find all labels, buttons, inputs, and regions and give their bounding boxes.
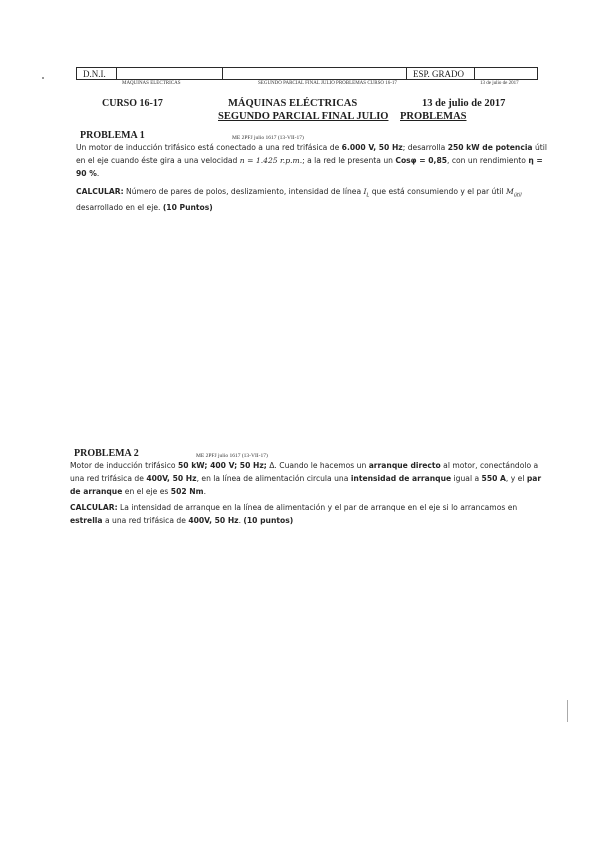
problem1-ref: ME 2PFJ julio 1617 (13-VII-17) bbox=[232, 135, 304, 141]
header-subject: MÁQUINAS ELÉCTRICAS bbox=[122, 81, 181, 86]
problem1-statement: Un motor de inducción trifásico está conectado a una red trifásica de 6.000 V, 50 Hz; desarrolla 250 kW de potencia útil en el eje cuando éste gira a una velocidad n = 1.425 r.p.m.; a la red le presenta un Cosφ = 0,85, con un rendimiento η = 90 %. bbox=[76, 143, 547, 178]
dni-field[interactable] bbox=[117, 68, 223, 79]
course-title: CURSO 16-17 bbox=[102, 98, 163, 109]
scan-mark bbox=[567, 700, 568, 722]
problem2-statement: Motor de inducción trifásico 50 kW; 400 V; 50 Hz; Δ. Cuando le hacemos un arranque directo al motor, conectándolo a una red trifásica de 400V, 50 Hz, en la línea de alimentación circula una intensidad de arranque igual a 550 A, y el par de arranque en el eje es 502 Nm. bbox=[70, 461, 542, 496]
date-title: 13 de julio de 2017 bbox=[422, 98, 506, 109]
subject-title: MÁQUINAS ELÉCTRICAS bbox=[228, 98, 358, 109]
header-date: 13 de julio de 2017 bbox=[480, 81, 519, 86]
exam-title: SEGUNDO PARCIAL FINAL JULIO bbox=[218, 111, 389, 122]
problem1-heading: PROBLEMA 1 bbox=[80, 130, 145, 141]
problem2-ref: ME 2PFJ julio 1617 (13-VII-17) bbox=[196, 453, 268, 459]
section-title: PROBLEMAS bbox=[400, 111, 467, 122]
header-exam: SEGUNDO PARCIAL FINAL JULIO PROBLEMAS CURSO 16-17 bbox=[258, 81, 397, 86]
dni-label: D.N.I. bbox=[77, 68, 117, 79]
problem2-heading: PROBLEMA 2 bbox=[74, 448, 139, 459]
header-table bbox=[76, 67, 538, 80]
problem2-calculate: CALCULAR: La intensidad de arranque en la línea de alimentación y el par de arranque en el eje si lo arrancamos en estrella a una red trifásica de 400V, 50 Hz. (10 puntos) bbox=[70, 503, 518, 525]
esp-label: ESP. GRADO bbox=[407, 68, 475, 79]
name-field[interactable] bbox=[223, 68, 407, 79]
scan-speck bbox=[42, 77, 44, 79]
problem1-calculate: CALCULAR: Número de pares de polos, deslizamiento, intensidad de línea $I_L$ que está consumiendo y el par útil $M_{útil}$ desarrollado en el eje. (10 Puntos) bbox=[76, 187, 522, 213]
esp-field[interactable] bbox=[475, 68, 537, 79]
